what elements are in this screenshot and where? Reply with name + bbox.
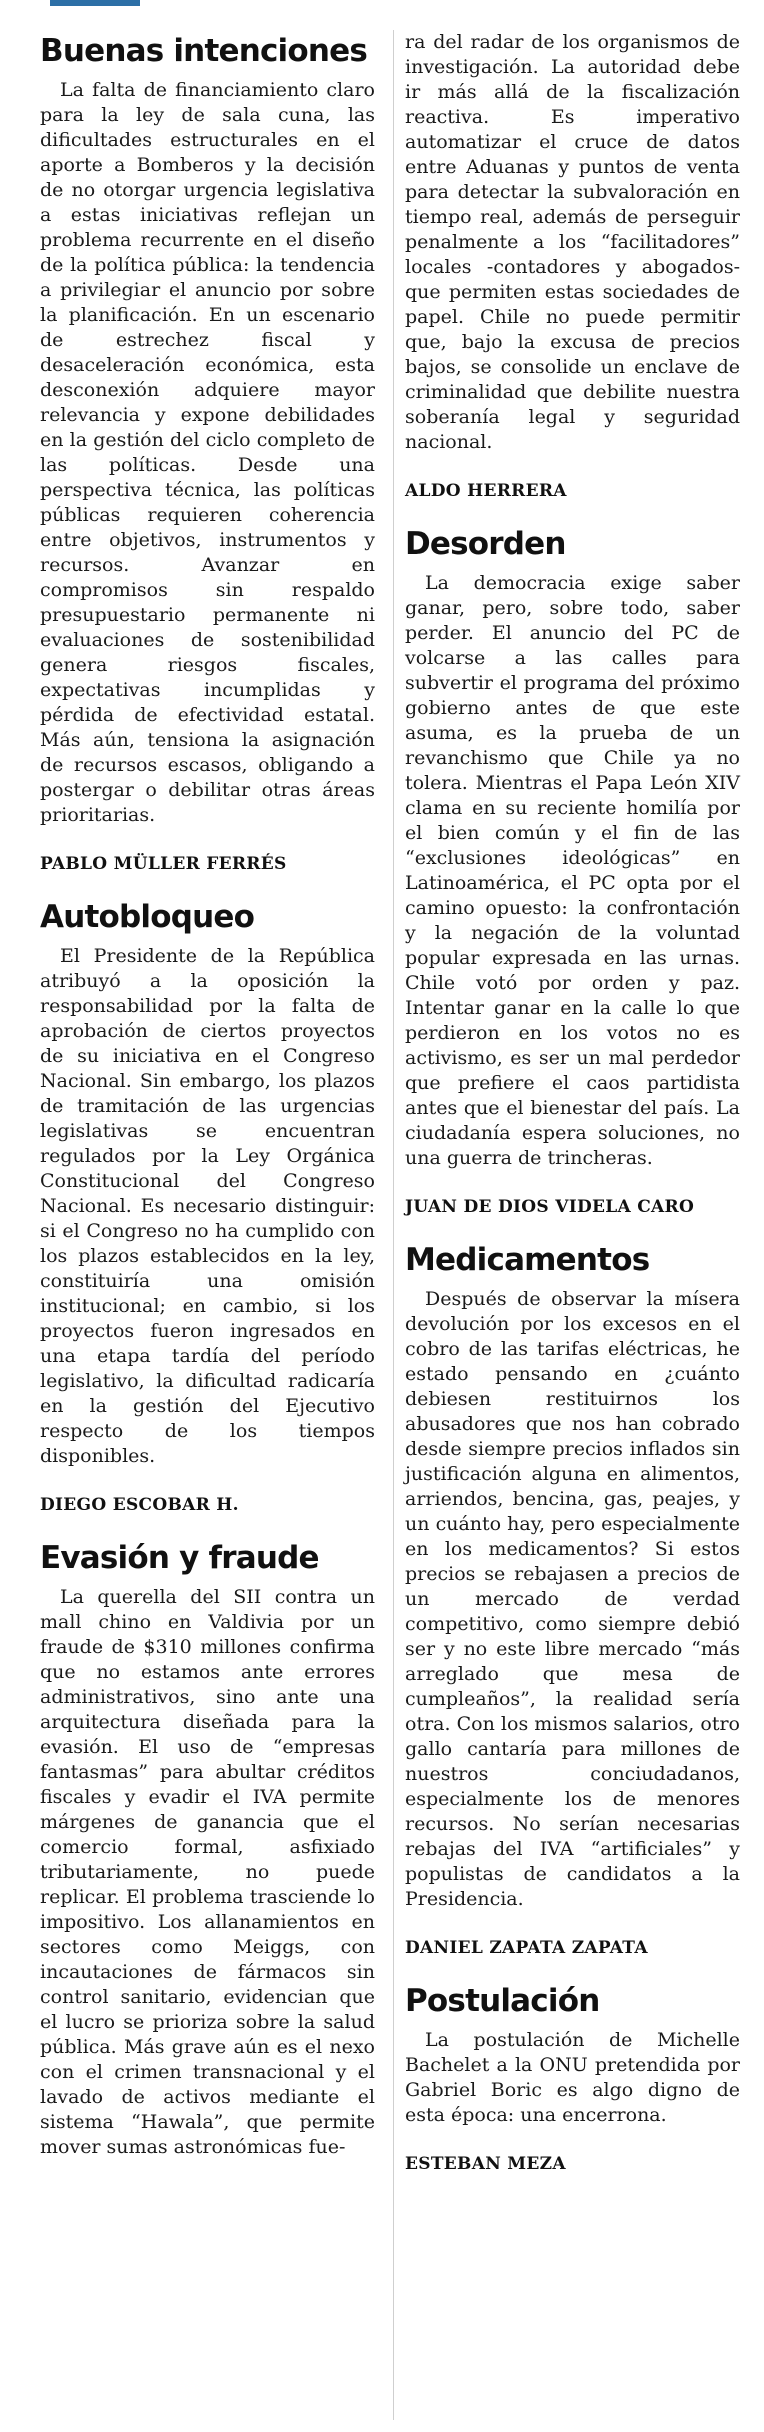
letter-body: El Presidente de la República atribuyó a la oposición la responsabilidad por la falta de aprobación de ciertos proyectos de su iniciativa en el Congreso Nacional. Sin embargo, los plazos de tramitación de las urgencias legislativas se encuentran regulados por la Ley Orgánica Constitucional del Congreso Nacional. Es necesario distinguir: si el Congreso no ha cumplido con los plazos establecidos en la ley, constituiría una omisión institucional; en cambio, si los proyectos fueron ingresados en una etapa tardía del período legislativo, la dificultad radicaría en la gestión del Ejecutivo respecto de los tiempos disponibles. (40, 945, 375, 1467)
letter-author: DANIEL ZAPATA ZAPATA (405, 1938, 648, 1958)
letter-author: DIEGO ESCOBAR H. (40, 1495, 239, 1515)
letter-body: La democracia exige saber ganar, pero, sobre todo, saber perder. El anuncio del PC de volcarse a las calles para subvertir el programa del próximo gobierno antes de que este asuma, es la prueba de un revanchismo que Chile ya no tolera. Mientras el Papa León XIV clama en su reciente homilía por el bien común y el fin de las “exclusiones ideológicas” en Latinoamérica, el PC opta por el camino opuesto: la confrontación y la negación de la voluntad popular expresada en las urnas. Chile votó por orden y paz. Intentar ganar en la calle lo que perdieron en los votos no es activismo, es ser un mal perdedor que prefiere el caos partidista antes que el bienestar del país. La ciudadanía espera soluciones, no una guerra de trincheras. (405, 572, 740, 1169)
letter-postulacion (405, 1980, 740, 2174)
column-divider (393, 30, 394, 2420)
letter-headline: Evasión y fraude (40, 1540, 319, 1576)
letter-body: Después de observar la mísera devolución por los excesos en el cobro de las tarifas eléctricas, he estado pensando en ¿cuánto debiesen restituirnos los abusadores que nos han cobrado desde siempre precios inflados sin justificación alguna en alimentos, arriendos, bencina, gas, peajes, y un cuánto hay, pero especialmente en los medicamentos? Si estos precios se rebajasen a precios de un mercado de verdad competitivo, como siempre debió ser y no este libre mercado “más arreglado que mesa de cumpleaños”, la realidad sería otra. Con los mismos salarios, otro gallo cantaría para millones de nuestros conciudadanos, especialmente los de menores recursos. No serían necesarias rebajas del IVA “artificiales” y populistas de candidatos a la Presidencia. (405, 1288, 740, 1910)
letter-headline: Buenas intenciones (40, 33, 368, 69)
letter-author: JUAN DE DIOS VIDELA CARO (405, 1197, 695, 1217)
letter-body: La falta de financiamiento claro para la ley de sala cuna, las dificultades estructurales en el aporte a Bomberos y la decisión de no otorgar urgencia legislativa a estas iniciativas reflejan un problema recurrente en el diseño de la política pública: la tendencia a privilegiar el anuncio por sobre la planificación. En un escenario de estrechez fiscal y desaceleración económica, esta desconexión adquiere mayor relevancia y expone debilidades en la gestión del ciclo completo de las políticas. Desde una perspectiva técnica, las políticas públicas requieren coherencia entre objetivos, instrumentos y recursos. Avanzar en compromisos sin respaldo presupuestario permanente ni evaluaciones de sostenibilidad genera riesgos fiscales, expectativas incumplidas y pérdida de efectividad estatal. Más aún, tensiona la asignación de recursos escasos, obligando a postergar o debilitar otras áreas prioritarias. (40, 79, 375, 826)
letter-desorden (405, 523, 740, 1217)
letter-medicamentos (405, 1239, 740, 1958)
right-column (405, 30, 740, 2196)
letter-evasion-y-fraude-continued (405, 30, 740, 501)
letter-body: La querella del SII contra un mall chino en Valdivia por un fraude de $310 millones confirma que no estamos ante errores administrativos, sino ante una arquitectura diseñada para la evasión. El uso de “empresas fantasmas” para abultar créditos fiscales y evadir el IVA permite márgenes de ganancia que el comercio formal, asfixiado tributariamente, no puede replicar. El problema trasciende lo impositivo. Los allanamientos en sectores como Meiggs, con incautaciones de fármacos sin control sanitario, evidencian que el lucro se prioriza sobre la salud pública. Más grave aún es el nexo con el crimen transnacional y el lavado de activos mediante el sistema “Hawala”, que permite mover sumas astronómicas fue- (40, 1586, 375, 2158)
letter-body: La postulación de Michelle Bachelet a la ONU pretendida por Gabriel Boric es algo digno de esta época: una encerrona. (405, 2029, 740, 2126)
letter-buenas-intenciones (40, 30, 375, 874)
letter-headline: Medicamentos (405, 1242, 650, 1278)
letter-author: ESTEBAN MEZA (405, 2154, 566, 2174)
letter-headline: Desorden (405, 526, 566, 562)
section-accent-bar (50, 0, 140, 6)
letter-body-continuation: ra del radar de los organismos de investigación. La autoridad debe ir más allá de la fiscalización reactiva. Es imperativo automatizar el cruce de datos entre Aduanas y puntos de venta para detectar la subvaloración en tiempo real, además de perseguir penalmente a los “facilitadores” locales -contadores y abogados- que permiten estas sociedades de papel. Chile no puede permitir que, bajo la excusa de precios bajos, se consolide un enclave de criminalidad que debilite nuestra soberanía legal y seguridad nacional. (405, 31, 740, 453)
letter-autobloqueo (40, 896, 375, 1515)
letter-headline: Autobloqueo (40, 899, 255, 935)
letter-author: ALDO HERRERA (405, 481, 567, 501)
letter-headline: Postulación (405, 1983, 600, 2019)
left-column (40, 30, 375, 2160)
letter-author: PABLO MÜLLER FERRÉS (40, 854, 287, 874)
letter-evasion-y-fraude (40, 1537, 375, 2160)
